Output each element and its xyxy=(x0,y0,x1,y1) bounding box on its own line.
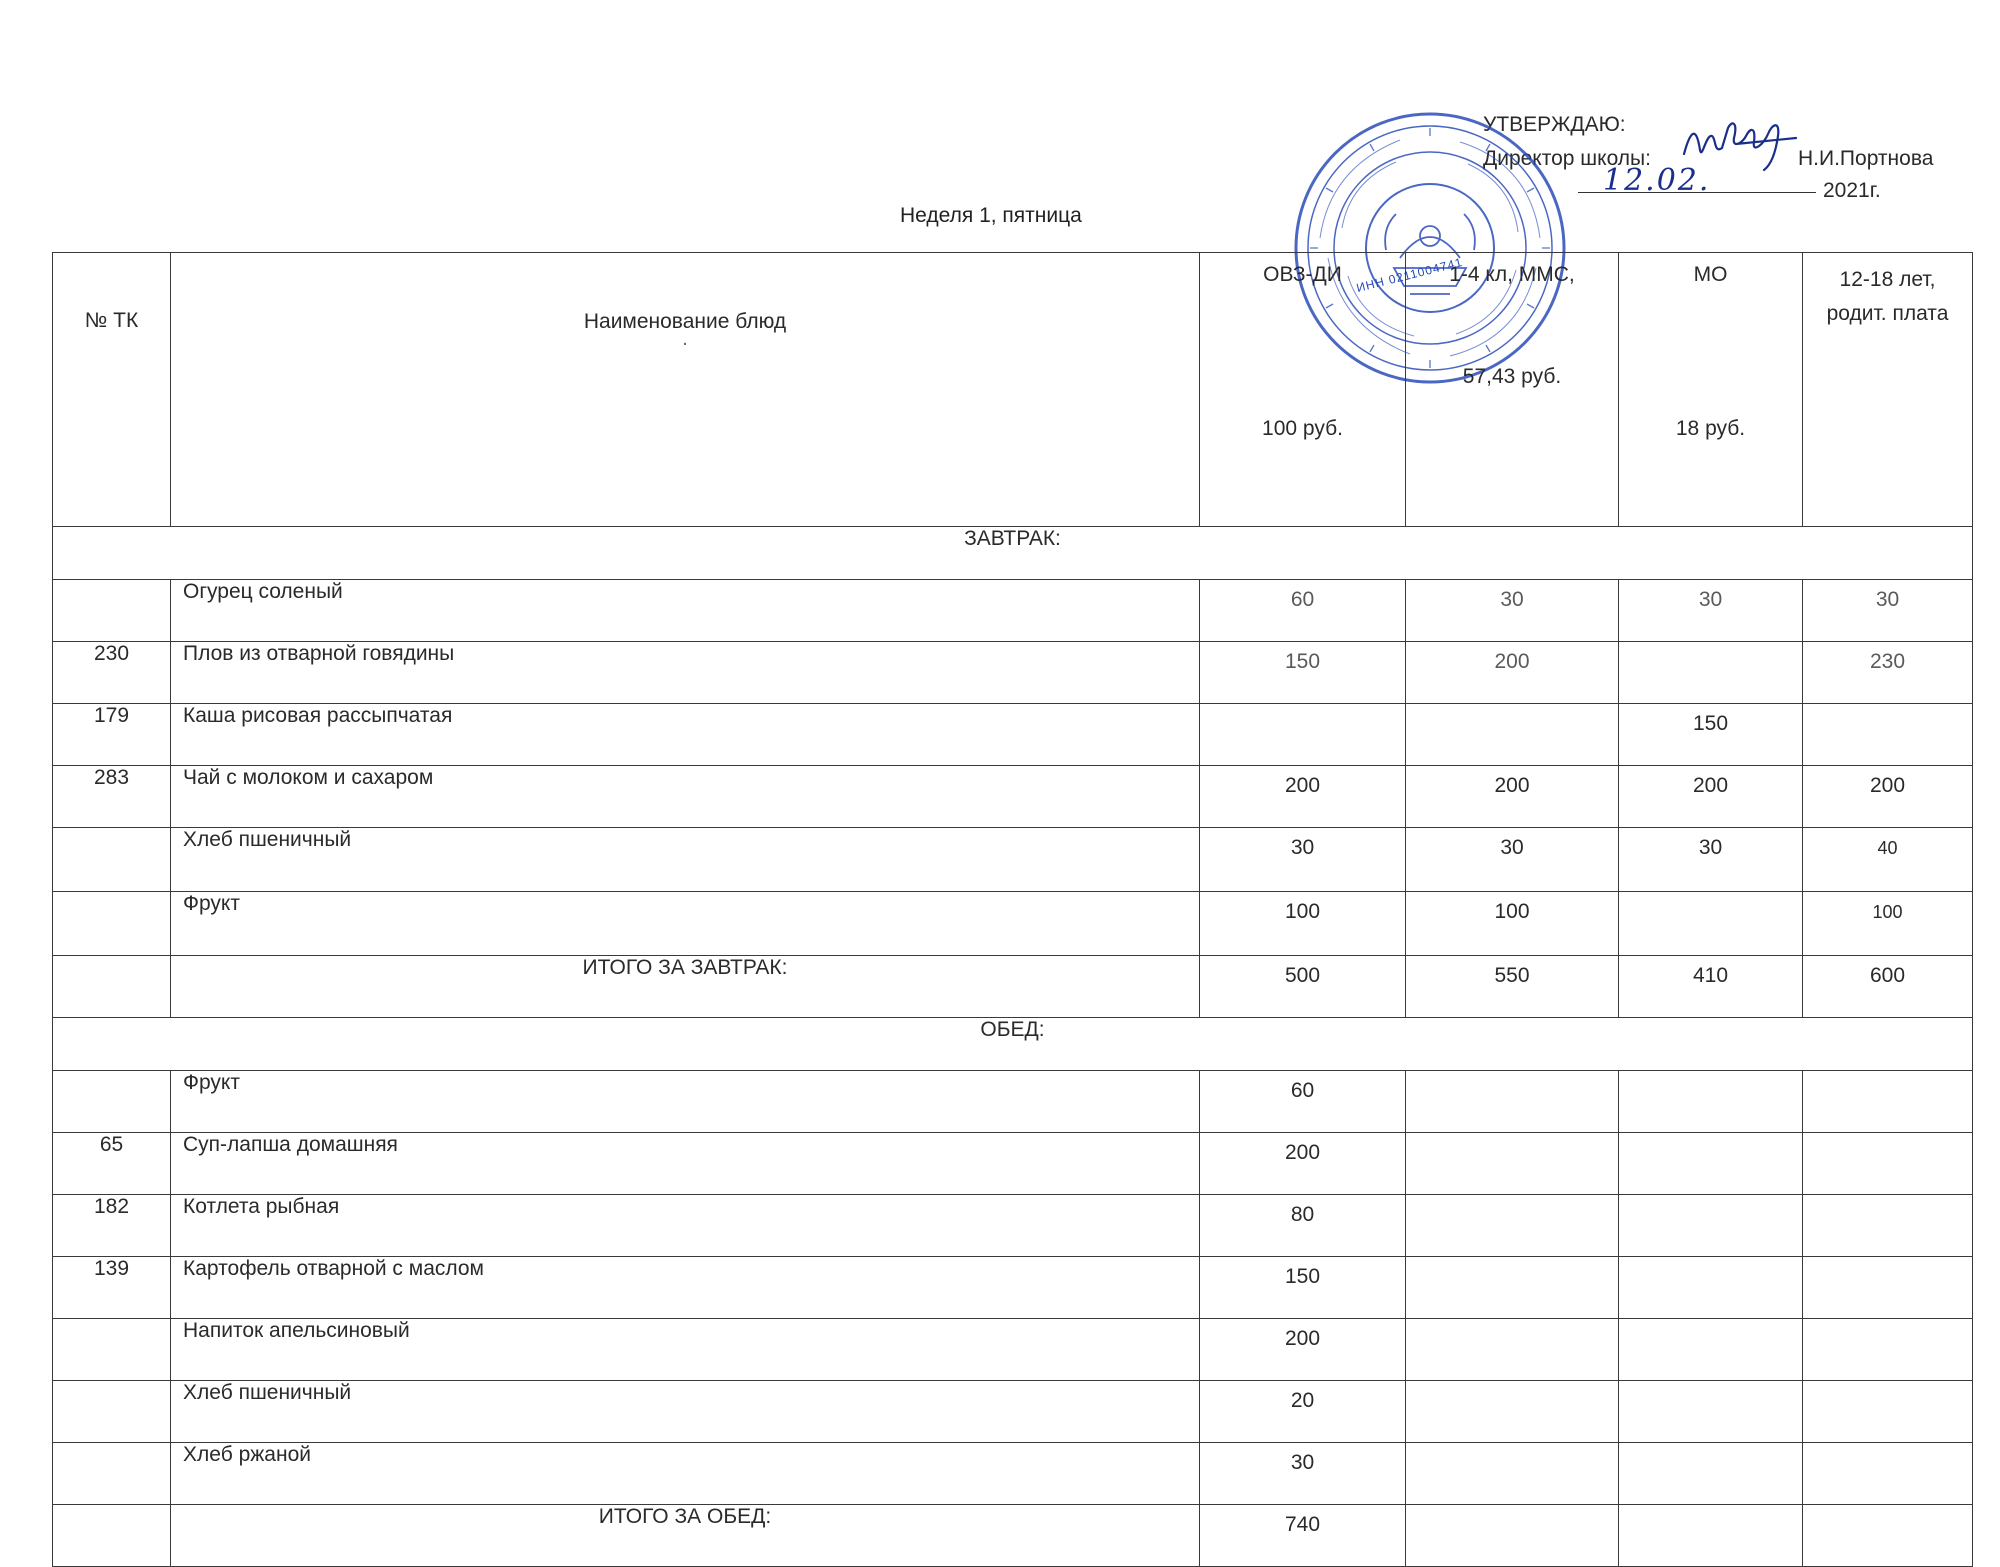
section-breakfast xyxy=(53,527,1973,580)
stamp-inn-text: ИНН 0211004741 xyxy=(1354,255,1465,295)
director-name: Н.И.Портнова xyxy=(1798,147,1934,170)
table-row: Фрукт 60 xyxy=(53,1071,1973,1133)
menu-table xyxy=(52,252,1973,1567)
director-label: Директор школы: xyxy=(1483,147,1651,170)
table-header-row xyxy=(53,253,1973,527)
table-row: 230 Плов из отварной говядины 150 200 230 xyxy=(53,642,1973,704)
header-col-mo: МО 18 руб. xyxy=(1619,253,1803,527)
lunch-total-row: ИТОГО ЗА ОБЕД: 740 xyxy=(53,1505,1973,1567)
table-row: Хлеб ржаной 30 xyxy=(53,1443,1973,1505)
table-row: Огурец соленый 60 30 30 30 xyxy=(53,580,1973,642)
table-row: Хлеб пшеничный 30 30 30 40 xyxy=(53,828,1973,892)
header-dish-name: Наименование блюд . xyxy=(171,253,1200,527)
table-row: 179 Каша рисовая рассыпчатая 150 xyxy=(53,704,1973,766)
section-title: ЗАВТРАК: xyxy=(53,527,1973,580)
section-lunch xyxy=(53,1018,1973,1071)
header-col-ovz: ОВЗ-ДИ 100 руб. xyxy=(1200,253,1406,527)
table-row: Хлеб пшеничный 20 xyxy=(53,1381,1973,1443)
table-row: Фрукт 100 100 100 xyxy=(53,892,1973,956)
header-tk: № ТК xyxy=(53,253,171,527)
table-row: 65 Суп-лапша домашняя 200 xyxy=(53,1133,1973,1195)
table-row: 139 Картофель отварной с маслом 150 xyxy=(53,1257,1973,1319)
breakfast-total-row: ИТОГО ЗА ЗАВТРАК: 500 550 410 600 xyxy=(53,956,1973,1018)
week-title: Неделя 1, пятница xyxy=(900,204,1082,227)
signature-image xyxy=(1676,114,1806,174)
header-mark: . xyxy=(682,328,688,350)
table-row: Напиток апельсиновый 200 xyxy=(53,1319,1973,1381)
section-title: ОБЕД: xyxy=(53,1018,1973,1071)
table-row: 283 Чай с молоком и сахаром 200 200 200 200 xyxy=(53,766,1973,828)
approval-title: УТВЕРЖДАЮ: xyxy=(1483,113,1626,136)
header-col-1-4: 1-4 кл, ММС, 57,43 руб. xyxy=(1406,253,1619,527)
handwritten-date: 12.02. xyxy=(1603,163,1711,198)
table-row: 182 Котлета рыбная 80 xyxy=(53,1195,1973,1257)
approval-year: 2021г. xyxy=(1823,179,1881,202)
header-col-12-18: 12-18 лет, родит. плата xyxy=(1803,253,1973,527)
